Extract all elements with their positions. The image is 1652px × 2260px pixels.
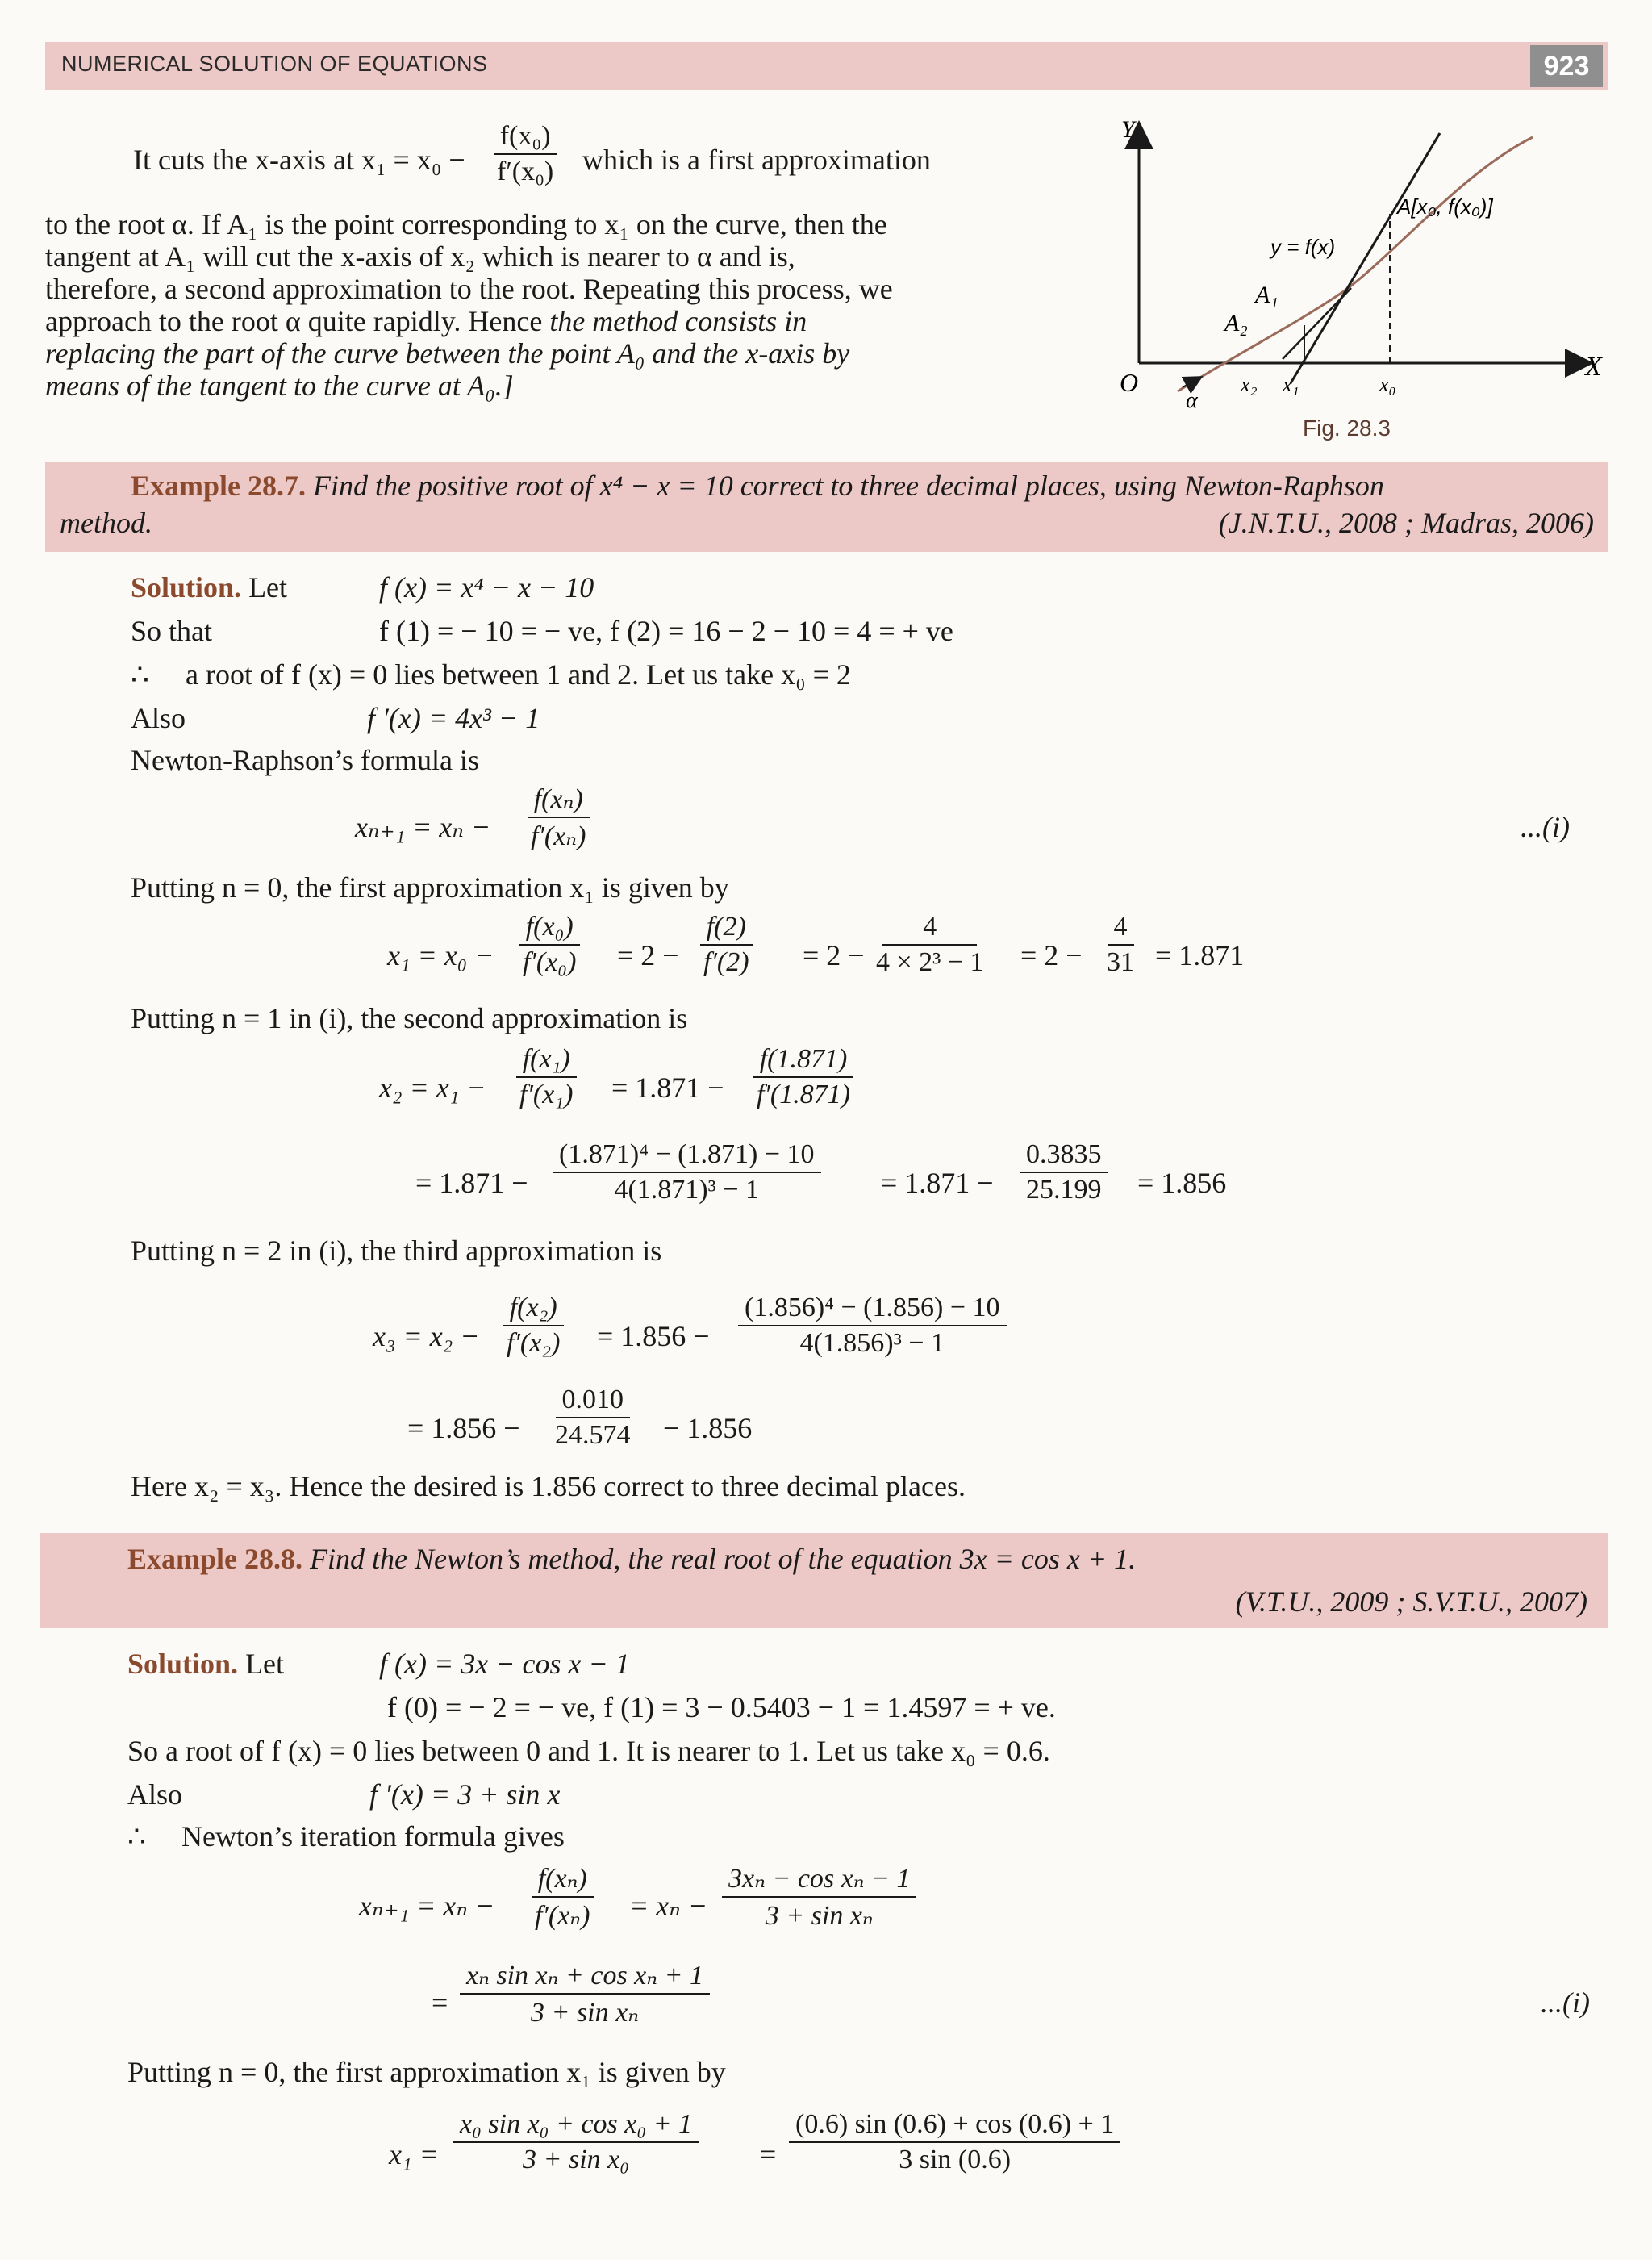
x1-fraction-2-num: f(2): [700, 912, 753, 946]
equation-ref-1: ...(i): [1521, 811, 1570, 843]
intro-fraction: [490, 121, 560, 187]
solution-28-7-derivative: f ′(x) = 4x³ − 1: [367, 702, 540, 734]
intro-line-5-pre: approach to the root α quite rapidly. Hence: [45, 305, 543, 337]
x1-fraction-b1: [453, 2109, 699, 2175]
solution-28-8-also: Also: [127, 1778, 183, 1811]
iter-formula-fraction-1-den: f′(xₙ): [535, 1901, 590, 1931]
x1-label: x₁: [1283, 373, 1299, 396]
solution-28-7-also: Also: [131, 702, 186, 734]
x1-lhs: x₁ = x₀ −: [387, 939, 494, 971]
x2-fraction-2: [750, 1044, 857, 1110]
example-28-7-label: Example 28.7.: [131, 470, 307, 502]
iter-formula-eq-3: =: [432, 1986, 448, 2019]
intro-line-5-italic: the method consists in: [549, 305, 807, 337]
x2-eq-2: = 1.871 −: [611, 1072, 724, 1104]
intro-fraction-denominator: f′(x₀): [497, 157, 554, 186]
equation-ref-2: ...(i): [1541, 1986, 1590, 2019]
iter-formula-lhs: xₙ₊₁ = xₙ −: [359, 1890, 495, 1922]
iter-formula-fraction-2-den: 3 + sin xₙ: [765, 1901, 874, 1931]
intro-line-3: tangent at A₁ will cut the x-axis of x₂ which is nearer to α and is,: [45, 240, 795, 273]
x2-fraction-3-den: 4(1.871)³ − 1: [614, 1175, 759, 1205]
nr-formula-fraction: [524, 783, 592, 852]
solution-28-7-n0-line: Putting n = 0, the first approximation x₁ is given by: [131, 871, 729, 904]
x1-fraction-b2-den: 3 sin (0.6): [899, 2145, 1012, 2174]
solution-28-8-f-values: f (0) = − 2 = − ve, f (1) = 3 − 0.5403 − 1 = 1.4597 = + ve.: [387, 1691, 1056, 1723]
running-header-title: NUMERICAL SOLUTION OF EQUATIONS: [61, 52, 488, 76]
x3-fraction-2: [738, 1293, 1007, 1359]
figure-newton-tangent: [1113, 109, 1613, 416]
x2-fraction-2-num: f(1.871): [753, 1044, 854, 1078]
x3-lhs: x₃ = x₂ −: [373, 1320, 480, 1352]
x1-fraction-4-num: 4: [1108, 912, 1134, 946]
x0-label: x₀: [1379, 373, 1396, 396]
example-28-8-question: Find the Newton’s method, the real root of the equation 3x = cos x + 1.: [310, 1543, 1137, 1575]
iter-formula-fraction-1: [528, 1862, 596, 1932]
x2-line2-mid: = 1.871 −: [881, 1167, 994, 1199]
solution-28-8-fx: f (x) = 3x − cos x − 1: [379, 1648, 630, 1680]
x2-fraction-1-den: f′(x₁): [519, 1080, 574, 1109]
origin-label: O: [1120, 368, 1139, 397]
x3-fraction-1: [500, 1293, 566, 1359]
x3-fraction-3-num: 0.010: [556, 1385, 631, 1418]
example-28-8-label: Example 28.8.: [127, 1543, 303, 1575]
iter-formula-fraction-2: [722, 1862, 916, 1932]
x3-fraction-3: [549, 1385, 637, 1451]
x1-fraction-b2-num: (0.6) sin (0.6) + cos (0.6) + 1: [789, 2109, 1120, 2143]
x1-fraction-1: [516, 912, 582, 978]
y-axis-label: Y: [1121, 116, 1135, 143]
x2-fraction-1-num: f(x₁): [516, 1044, 577, 1078]
x3-result: − 1.856: [663, 1412, 753, 1444]
figure-caption: Fig. 28.3: [1303, 416, 1391, 441]
point-a2-label: A₂: [1224, 310, 1248, 336]
solution-28-7-let-word: Let: [248, 571, 288, 604]
solution-28-7-so-that: So that: [131, 615, 213, 647]
x2-fraction-2-den: f′(1.871): [757, 1080, 851, 1109]
x1-eq-3: = 2 −: [803, 939, 865, 971]
intro-fraction-numerator: f(x₀): [494, 121, 557, 155]
page-number: 923: [1530, 45, 1603, 87]
x1-result: = 1.871: [1155, 939, 1245, 971]
example-28-8-source: (V.T.U., 2009 ; S.V.T.U., 2007): [1235, 1585, 1587, 1618]
solution-28-7-fx: f (x) = x⁴ − x − 10: [379, 571, 594, 604]
x1-fraction-3-num: 4: [882, 912, 977, 946]
solution-28-8-let: [127, 1648, 284, 1681]
x1-fraction-4: [1100, 912, 1141, 978]
intro-line-7: means of the tangent to the curve at A₀.]: [45, 370, 514, 402]
intro-line-1-post: which is a first approximation: [582, 144, 931, 176]
x1-fraction-2-den: f′(2): [703, 947, 749, 977]
x3-eq-2: = 1.856 −: [597, 1320, 710, 1352]
x1-eq-4: = 2 −: [1020, 939, 1083, 971]
x3-fraction-2-den: 4(1.856)³ − 1: [799, 1328, 945, 1358]
alpha-pointer: [1183, 378, 1200, 387]
x1-fraction-b1-den: 3 + sin x₀: [523, 2145, 630, 2174]
solution-28-7-conclusion: Here x₂ = x₃. Hence the desired is 1.856 correct to three decimal places.: [131, 1470, 966, 1502]
x2-result: = 1.856: [1137, 1167, 1227, 1199]
x3-fraction-1-den: f′(x₂): [507, 1328, 561, 1358]
solution-28-7-n1-line: Putting n = 1 in (i), the second approximation is: [131, 1002, 688, 1034]
solution-28-7-f-values: f (1) = − 10 = − ve, f (2) = 16 − 2 − 10 = 4 = + ve: [379, 615, 953, 647]
nr-formula-numerator: f(xₙ): [528, 783, 590, 818]
intro-line-5: [45, 305, 807, 338]
solution-28-8-derivative: f ′(x) = 3 + sin x: [369, 1778, 561, 1811]
x1-eq-2: = 2 −: [617, 939, 679, 971]
example-28-7-source: (J.N.T.U., 2008 ; Madras, 2006): [1218, 507, 1594, 539]
nr-formula-denominator: f′(xₙ): [531, 821, 586, 851]
curve-label: y = f(x): [1270, 235, 1336, 259]
intro-line-1-pre: It cuts the x-axis at x₁ = x₀ −: [133, 144, 465, 176]
x1-fraction-4-den: 31: [1107, 947, 1134, 977]
x1-fraction-b2: [789, 2109, 1120, 2175]
x1-fraction-3-den: 4 × 2³ − 1: [876, 947, 984, 977]
iter-formula-fraction-3: [460, 1959, 710, 2028]
x2-lhs: x₂ = x₁ −: [379, 1072, 486, 1104]
therefore-symbol-1: ∴: [131, 658, 149, 691]
solution-28-8-iter-intro: Newton’s iteration formula gives: [181, 1820, 565, 1853]
intro-line-6: replacing the part of the curve between the point A₀ and the x-axis by: [45, 337, 850, 370]
x1-lhs-2: x₁ =: [389, 2138, 439, 2170]
curve-y-f-x: [1178, 137, 1533, 391]
alpha-label: α: [1186, 388, 1198, 413]
x2-line2-pre: = 1.871 −: [415, 1167, 528, 1199]
x1-fraction-1-den: f′(x₀): [523, 947, 577, 977]
x2-label: x₂: [1241, 373, 1258, 396]
x1-eq-b2: =: [760, 2138, 777, 2170]
x1-fraction-b1-num: x₀ sin x₀ + cos x₀ + 1: [453, 2109, 699, 2143]
example-28-7-line-1: [131, 470, 1384, 503]
example-28-8-line-1: [127, 1543, 1136, 1576]
x2-fraction-4-den: 25.199: [1026, 1175, 1102, 1205]
x1-fraction-3: [870, 912, 991, 978]
solution-28-7-root-line: a root of f (x) = 0 lies between 1 and 2. Let us take x₀ = 2: [186, 658, 851, 691]
iter-formula-fraction-1-num: f(xₙ): [532, 1862, 594, 1898]
x3-fraction-1-num: f(x₂): [503, 1293, 564, 1326]
therefore-symbol-2: ∴: [127, 1820, 146, 1853]
iter-formula-fraction-3-den: 3 + sin xₙ: [531, 1998, 639, 2028]
x-axis-label: X: [1585, 352, 1602, 382]
solution-28-7-let: [131, 571, 287, 604]
x1-fraction-1-num: f(x₀): [519, 912, 580, 946]
solution-28-7-n2-line: Putting n = 2 in (i), the third approximation is: [131, 1234, 662, 1267]
nr-formula-lhs: xₙ₊₁ = xₙ −: [355, 811, 491, 843]
x3-fraction-2-num: (1.856)⁴ − (1.856) − 10: [738, 1293, 1007, 1326]
x2-fraction-4-num: 0.3835: [1020, 1139, 1108, 1173]
x2-fraction-4: [1020, 1139, 1108, 1205]
iter-formula-fraction-3-num: xₙ sin xₙ + cos xₙ + 1: [460, 1959, 710, 1995]
x2-fraction-1: [513, 1044, 579, 1110]
example-28-7-question: Find the positive root of x⁴ − x = 10 correct to three decimal places, using Newton-Raphson: [313, 470, 1384, 502]
point-a1-label: A₁: [1255, 282, 1279, 308]
x3-fraction-3-den: 24.574: [555, 1420, 631, 1450]
intro-line-4: therefore, a second approximation to the root. Repeating this process, we: [45, 273, 893, 305]
solution-28-7-formula-intro: Newton-Raphson’s formula is: [131, 744, 479, 776]
solution-28-8-let-word: Let: [245, 1648, 285, 1680]
x1-fraction-2: [697, 912, 756, 978]
example-28-7-question-cont: method.: [60, 507, 152, 539]
solution-28-7-label: Solution.: [131, 571, 242, 604]
solution-28-8-label: Solution.: [127, 1648, 239, 1680]
iter-formula-eq-2: = xₙ −: [629, 1890, 708, 1922]
x3-line2-pre: = 1.856 −: [407, 1412, 520, 1444]
point-a0-label: A[x₀, f(x₀)]: [1397, 194, 1493, 219]
solution-28-8-n0-line: Putting n = 0, the first approximation x₁ is given by: [127, 2056, 726, 2088]
solution-28-8-root-line: So a root of f (x) = 0 lies between 0 and 1. It is nearer to 1. Let us take x₀ = 0.6.: [127, 1735, 1050, 1767]
x2-fraction-3-num: (1.871)⁴ − (1.871) − 10: [553, 1139, 821, 1173]
x2-fraction-3: [553, 1139, 821, 1205]
iter-formula-fraction-2-num: 3xₙ − cos xₙ − 1: [722, 1862, 916, 1898]
intro-line-2: to the root α. If A₁ is the point corresponding to x₁ on the curve, then the: [45, 208, 887, 240]
